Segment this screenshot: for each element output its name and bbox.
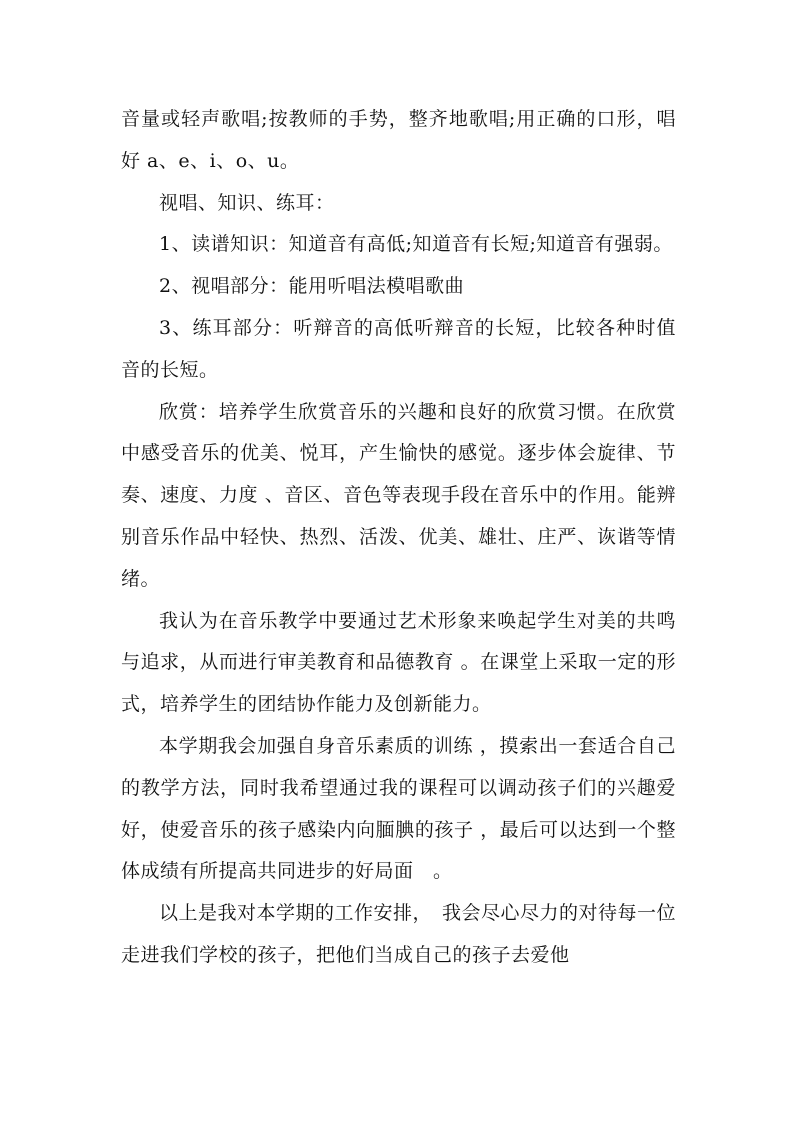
paragraph-continuation: 音量或轻声歌唱;按教师的手势，整齐地歌唱;用正确的口形，唱好 a、e、i、o、u。: [121, 108, 676, 172]
paragraph-item-3: 3、练耳部分：听辩音的高低听辩音的长短，比较各种时值音的长短。: [121, 316, 676, 381]
document-body: [121, 99, 676, 977]
paragraph-item-1: 1、读谱知识：知道音有高低;知道音有长短;知道音有强弱。: [159, 233, 673, 256]
paragraph-appreciation: 欣赏：培养学生欣赏音乐的兴趣和良好的欣赏习惯。在欣赏中感受音乐的优美、悦耳，产生愉快的感觉。逐步体会旋律、节奏、速度、力度 、音区、音色等表现手段在音乐中的作用。能辨别音乐作品中轻快、热烈、活泼、优美、雄壮、庄严、诙谐等情绪。: [121, 400, 676, 590]
paragraph-closing: 以上是我对本学期的工作安排， 我会尽心尽力的对待每一位走进我们学校的孩子，把他们当成自己的孩子去爱他: [121, 902, 677, 966]
paragraph-section-heading: 视唱、知识、练耳：: [159, 191, 335, 214]
paragraph-teaching-view: 我认为在音乐教学中要通过艺术形象来唤起学生对美的共鸣与追求，从而进行审美教育和品德教育 。在课堂上采取一定的形式，培养学生的团结协作能力及创新能力。: [121, 609, 676, 716]
paragraph-item-2: 2、视唱部分：能用听唱法模唱歌曲: [159, 275, 465, 298]
paragraph-semester-plan: 本学期我会加强自身音乐素质的训练 ，摸索出一套适合自己的教学方法，同时我希望通过我的课程可以调动孩子们的兴趣爱好，使爱音乐的孩子感染内向腼腆的孩子 ，最后可以达到一个整体成绩有所提高共同进步的好局面 。: [121, 734, 676, 883]
